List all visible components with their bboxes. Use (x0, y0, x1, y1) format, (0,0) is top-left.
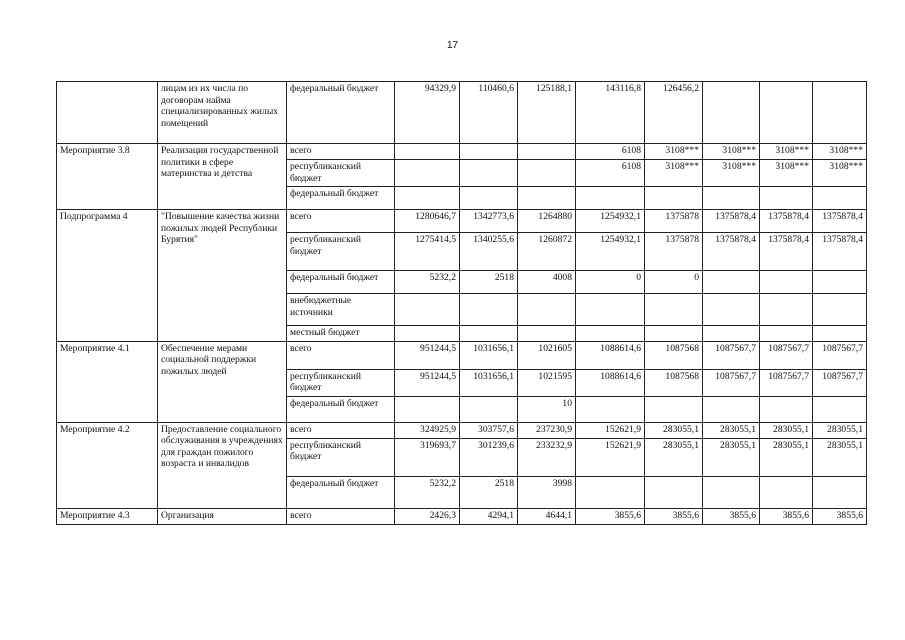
value-cell: 283055,1 (645, 438, 703, 476)
value-cell: 1275414,5 (395, 233, 460, 271)
row-id-cell: Мероприятие 4.2 (57, 422, 158, 508)
value-cell: 0 (576, 271, 645, 294)
value-cell: 283055,1 (760, 438, 813, 476)
value-cell: 1375878,4 (813, 233, 867, 271)
value-cell (813, 187, 867, 210)
value-cell: 1375878 (645, 210, 703, 233)
value-cell (460, 294, 518, 326)
value-cell: 3108*** (645, 160, 703, 187)
funding-source-cell: республиканский бюджет (287, 160, 395, 187)
funding-source-cell: всего (287, 508, 395, 524)
value-cell (703, 326, 760, 342)
value-cell: 10 (518, 396, 576, 422)
funding-source-cell: всего (287, 341, 395, 369)
value-cell: 3108*** (703, 160, 760, 187)
value-cell (395, 187, 460, 210)
funding-source-cell: республиканский бюджет (287, 369, 395, 396)
row-name-cell: Организация (158, 508, 287, 524)
funding-source-cell: федеральный бюджет (287, 396, 395, 422)
page-number: 17 (446, 40, 459, 51)
value-cell: 1031656,1 (460, 369, 518, 396)
value-cell (518, 144, 576, 160)
row-name-cell: Предоставление социального обслуживания в учреждениях для граждан пожилого возраста и инвалидов (158, 422, 287, 508)
value-cell: 303757,6 (460, 422, 518, 438)
value-cell (576, 326, 645, 342)
value-cell (518, 160, 576, 187)
value-cell: 1375878,4 (760, 210, 813, 233)
value-cell: 283055,1 (703, 422, 760, 438)
funding-source-cell: федеральный бюджет (287, 82, 395, 144)
table-row (57, 422, 867, 438)
row-name-cell: "Повышение качества жизни пожилых людей Республики Бурятия" (158, 210, 287, 342)
value-cell (703, 82, 760, 144)
row-name-cell: лицам из их числа по договорам найма специализированных жилых помещений (158, 82, 287, 144)
value-cell: 110460,6 (460, 82, 518, 144)
value-cell: 1088614,6 (576, 369, 645, 396)
value-cell (703, 271, 760, 294)
value-cell: 6108 (576, 160, 645, 187)
value-cell: 1087567,7 (703, 369, 760, 396)
row-id-cell (57, 82, 158, 144)
value-cell: 152621,9 (576, 422, 645, 438)
value-cell (760, 294, 813, 326)
value-cell (813, 271, 867, 294)
value-cell (518, 294, 576, 326)
table-row (57, 144, 867, 160)
value-cell (760, 476, 813, 508)
value-cell: 283055,1 (645, 422, 703, 438)
value-cell (760, 271, 813, 294)
value-cell (518, 187, 576, 210)
value-cell: 951244,5 (395, 341, 460, 369)
value-cell: 3855,6 (576, 508, 645, 524)
value-cell: 1375878,4 (703, 233, 760, 271)
value-cell: 1280646,7 (395, 210, 460, 233)
row-name-cell: Обеспечение мерами социальной поддержки пожилых людей (158, 341, 287, 422)
value-cell: 1375878,4 (813, 210, 867, 233)
value-cell: 237230,9 (518, 422, 576, 438)
row-name-cell: Реализация государственной политики в сфере материнства и детства (158, 144, 287, 210)
value-cell: 301239,6 (460, 438, 518, 476)
value-cell: 125188,1 (518, 82, 576, 144)
table-row (57, 210, 867, 233)
row-id-cell: Мероприятие 3.8 (57, 144, 158, 210)
value-cell: 5232,2 (395, 476, 460, 508)
value-cell: 126456,2 (645, 82, 703, 144)
value-cell (395, 160, 460, 187)
value-cell: 3855,6 (760, 508, 813, 524)
value-cell (645, 396, 703, 422)
value-cell (760, 187, 813, 210)
value-cell (645, 294, 703, 326)
value-cell: 1087567,7 (760, 369, 813, 396)
value-cell (813, 82, 867, 144)
value-cell: 2426,3 (395, 508, 460, 524)
value-cell: 152621,9 (576, 438, 645, 476)
value-cell (703, 396, 760, 422)
value-cell: 4294,1 (460, 508, 518, 524)
funding-source-cell: внебюджетные источники (287, 294, 395, 326)
value-cell: 4644,1 (518, 508, 576, 524)
value-cell: 3855,6 (813, 508, 867, 524)
value-cell: 1021595 (518, 369, 576, 396)
value-cell: 5232,2 (395, 271, 460, 294)
value-cell: 3855,6 (703, 508, 760, 524)
table-row (57, 508, 867, 524)
value-cell: 1375878 (645, 233, 703, 271)
value-cell: 283055,1 (760, 422, 813, 438)
value-cell: 3855,6 (645, 508, 703, 524)
value-cell: 3998 (518, 476, 576, 508)
value-cell: 1031656,1 (460, 341, 518, 369)
value-cell: 3108*** (813, 160, 867, 187)
value-cell: 2518 (460, 476, 518, 508)
funding-source-cell: всего (287, 422, 395, 438)
value-cell (460, 396, 518, 422)
value-cell (813, 396, 867, 422)
value-cell (576, 476, 645, 508)
value-cell: 1087567,7 (813, 341, 867, 369)
value-cell: 951244,5 (395, 369, 460, 396)
value-cell: 1342773,6 (460, 210, 518, 233)
funding-source-cell: республиканский бюджет (287, 233, 395, 271)
value-cell: 1087567,7 (813, 369, 867, 396)
value-cell: 1088614,6 (576, 341, 645, 369)
value-cell (395, 326, 460, 342)
value-cell (460, 144, 518, 160)
value-cell (395, 144, 460, 160)
value-cell (395, 294, 460, 326)
value-cell: 94329,9 (395, 82, 460, 144)
value-cell (703, 187, 760, 210)
value-cell: 1375878,4 (703, 210, 760, 233)
funding-source-cell: всего (287, 210, 395, 233)
value-cell (576, 294, 645, 326)
value-cell (703, 294, 760, 326)
value-cell: 3108*** (760, 144, 813, 160)
value-cell: 233232,9 (518, 438, 576, 476)
value-cell: 1254932,1 (576, 233, 645, 271)
funding-source-cell: местный бюджет (287, 326, 395, 342)
value-cell (645, 187, 703, 210)
value-cell: 1260872 (518, 233, 576, 271)
row-id-cell: Мероприятие 4.3 (57, 508, 158, 524)
value-cell: 283055,1 (813, 422, 867, 438)
table-row (57, 341, 867, 369)
funding-source-cell: республиканский бюджет (287, 438, 395, 476)
value-cell: 0 (645, 271, 703, 294)
value-cell (813, 476, 867, 508)
value-cell: 3108*** (760, 160, 813, 187)
value-cell: 283055,1 (813, 438, 867, 476)
value-cell (460, 187, 518, 210)
value-cell: 1254932,1 (576, 210, 645, 233)
value-cell: 3108*** (813, 144, 867, 160)
value-cell (760, 326, 813, 342)
value-cell: 4008 (518, 271, 576, 294)
funding-source-cell: федеральный бюджет (287, 187, 395, 210)
table-row (57, 82, 867, 144)
value-cell (760, 82, 813, 144)
value-cell (460, 160, 518, 187)
value-cell (645, 476, 703, 508)
value-cell: 1087567,7 (760, 341, 813, 369)
value-cell: 1087568 (645, 341, 703, 369)
value-cell: 143116,8 (576, 82, 645, 144)
row-id-cell: Мероприятие 4.1 (57, 341, 158, 422)
value-cell (703, 476, 760, 508)
value-cell: 1021605 (518, 341, 576, 369)
funding-source-cell: всего (287, 144, 395, 160)
funding-source-cell: федеральный бюджет (287, 271, 395, 294)
value-cell: 324925,9 (395, 422, 460, 438)
value-cell (813, 326, 867, 342)
value-cell (576, 396, 645, 422)
value-cell (645, 326, 703, 342)
value-cell (518, 326, 576, 342)
value-cell (460, 326, 518, 342)
row-id-cell: Подпрограмма 4 (57, 210, 158, 342)
value-cell: 283055,1 (703, 438, 760, 476)
funding-source-cell: федеральный бюджет (287, 476, 395, 508)
value-cell: 1264880 (518, 210, 576, 233)
value-cell (576, 187, 645, 210)
value-cell: 1087567,7 (703, 341, 760, 369)
value-cell (760, 396, 813, 422)
value-cell: 2518 (460, 271, 518, 294)
value-cell (395, 396, 460, 422)
value-cell: 1375878,4 (760, 233, 813, 271)
value-cell: 3108*** (645, 144, 703, 160)
value-cell: 1087568 (645, 369, 703, 396)
budget-table (56, 81, 867, 525)
value-cell: 319693,7 (395, 438, 460, 476)
value-cell: 6108 (576, 144, 645, 160)
value-cell (813, 294, 867, 326)
value-cell: 1340255,6 (460, 233, 518, 271)
value-cell: 3108*** (703, 144, 760, 160)
